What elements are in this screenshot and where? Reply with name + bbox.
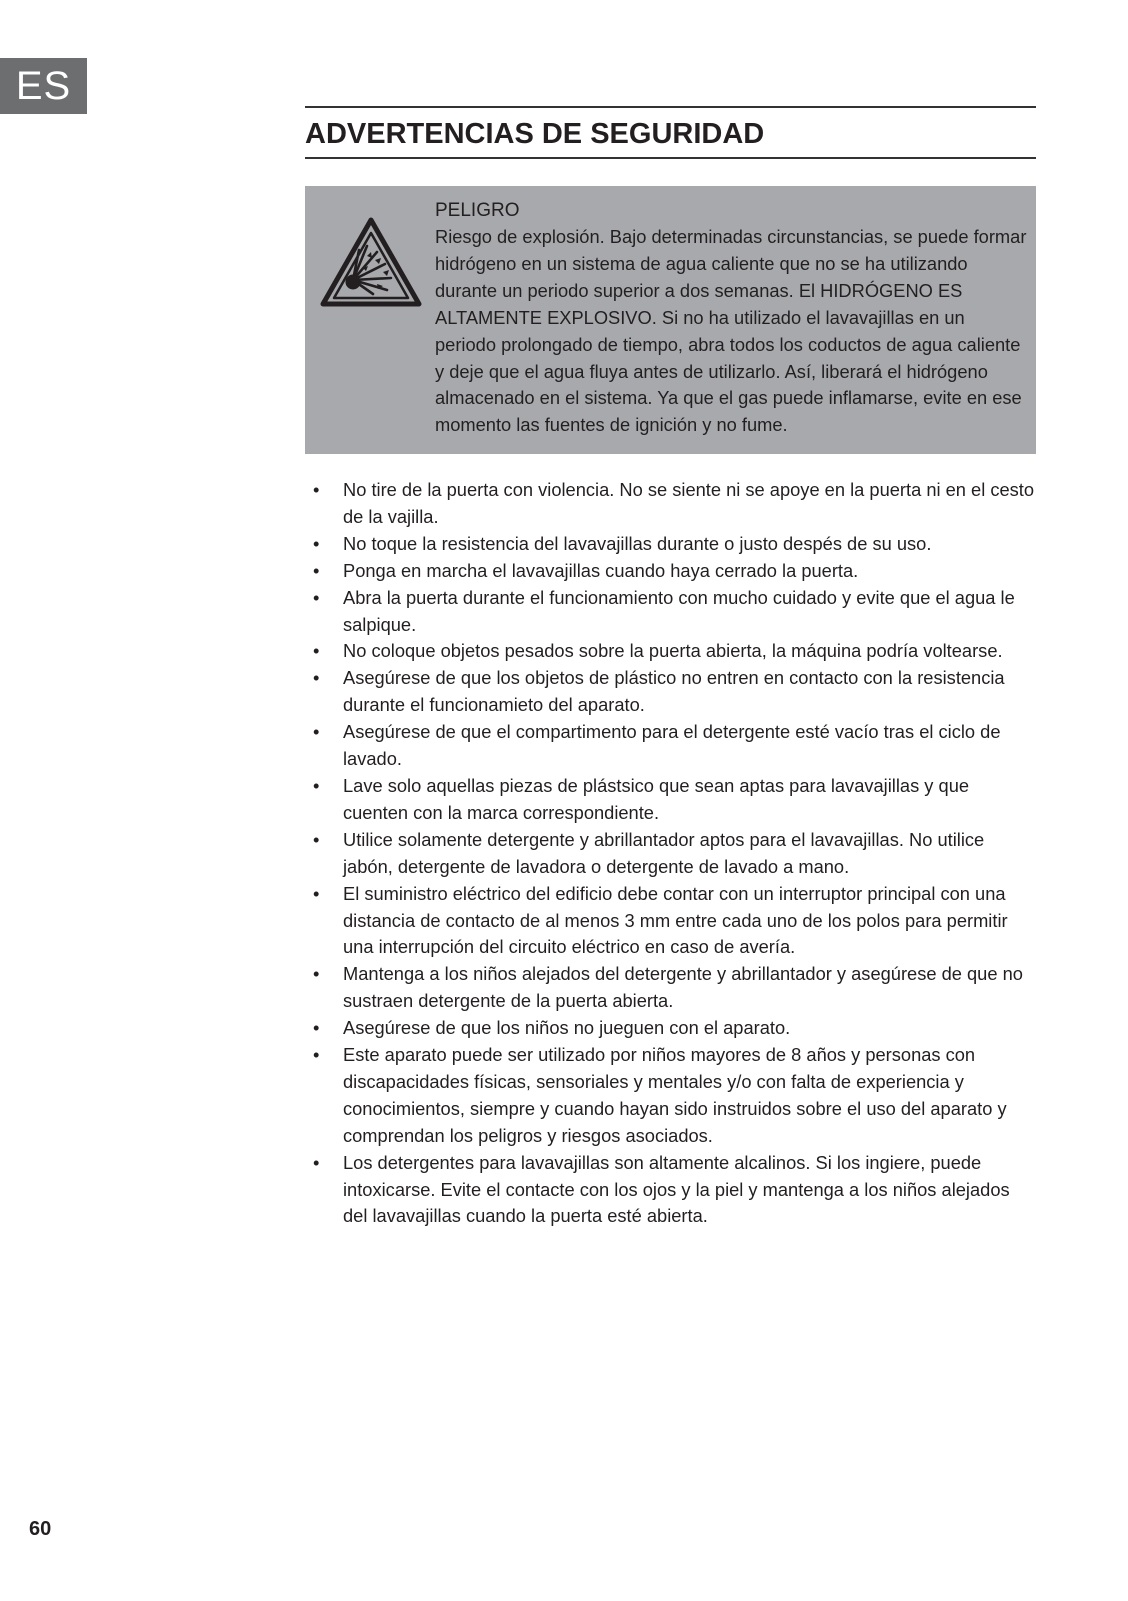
list-item: • Mantenga a los niños alejados del detergente y abrillantador y asegúrese de que no sustraen detergente de la puerta abierta.: [305, 961, 1036, 1015]
safety-warnings-list: [305, 477, 1036, 1230]
list-item: • Asegúrese de que el compartimento para el detergente esté vacío tras el ciclo de lavado.: [305, 719, 1036, 773]
danger-heading: PELIGRO: [435, 200, 520, 221]
list-item: • Asegúrese de que los objetos de plástico no entren en contacto con la resistencia durante el funcionamieto del aparato.: [305, 665, 1036, 719]
title-bottom-rule: [305, 157, 1036, 159]
danger-text-block: [435, 198, 1027, 439]
danger-body: Riesgo de explosión. Bajo determinadas circunstancias, se puede formar hidrógeno en un sistema de agua caliente que no se ha utilizando durante un periodo superior a dos semanas. El HIDRÓGENO ES ALTAMENTE EXPLOSIVO. Si no ha utilizado el lavavajillas en un periodo prolongado de tiempo, abra todos los coductos de agua caliente y deje que el agua fluya antes de utilizarlo. Así, liberará el hidrógeno almacenado en el sistema. Ya que el gas puede inflamarse, evite en ese momento las fuentes de ignición y no fume.: [435, 226, 1027, 436]
list-item: • Utilice solamente detergente y abrillantador aptos para el lavavajillas. No utilice jabón, detergente de lavadora o detergente de lavado a mano.: [305, 827, 1036, 881]
explosion-warning-icon: [319, 216, 423, 308]
list-item: • No coloque objetos pesados sobre la puerta abierta, la máquina podría voltearse.: [305, 638, 1036, 665]
list-item: • Lave solo aquellas piezas de plástsico que sean aptas para lavavajillas y que cuenten con la marca correspondiente.: [305, 773, 1036, 827]
list-item: • Este aparato puede ser utilizado por niños mayores de 8 años y personas con discapacidades físicas, sensoriales y mentales y/o con falta de experiencia y conocimientos, siempre y cuando hayan sido instruidos sobre el uso del aparato y comprendan los peligros y riesgos asociados.: [305, 1042, 1036, 1150]
list-item: • Los detergentes para lavavajillas son altamente alcalinos. Si los ingiere, puede intoxicarse. Evite el contacte con los ojos y la piel y mantenga a los niños alejados del lavavajillas cuando la puerta esté abierta.: [305, 1150, 1036, 1231]
danger-box: [305, 186, 1036, 454]
list-item: • Abra la puerta durante el funcionamiento con mucho cuidado y evite que el agua le salpique.: [305, 585, 1036, 639]
list-item: • No tire de la puerta con violencia. No se siente ni se apoye en la puerta ni en el cesto de la vajilla.: [305, 477, 1036, 531]
title-top-rule: [305, 106, 1036, 108]
list-item: • No toque la resistencia del lavavajillas durante o justo despés de su uso.: [305, 531, 1036, 558]
list-item: • Asegúrese de que los niños no jueguen con el aparato.: [305, 1015, 1036, 1042]
list-item: • Ponga en marcha el lavavajillas cuando haya cerrado la puerta.: [305, 558, 1036, 585]
page-title: ADVERTENCIAS DE SEGURIDAD: [305, 118, 765, 150]
page-number: 60: [29, 1518, 52, 1540]
language-tab: ES: [0, 58, 87, 114]
list-item: • El suministro eléctrico del edificio debe contar con un interruptor principal con una distancia de contacto de al menos 3 mm entre cada uno de los polos para permitir una interrupción del circuito eléctrico en caso de avería.: [305, 881, 1036, 962]
